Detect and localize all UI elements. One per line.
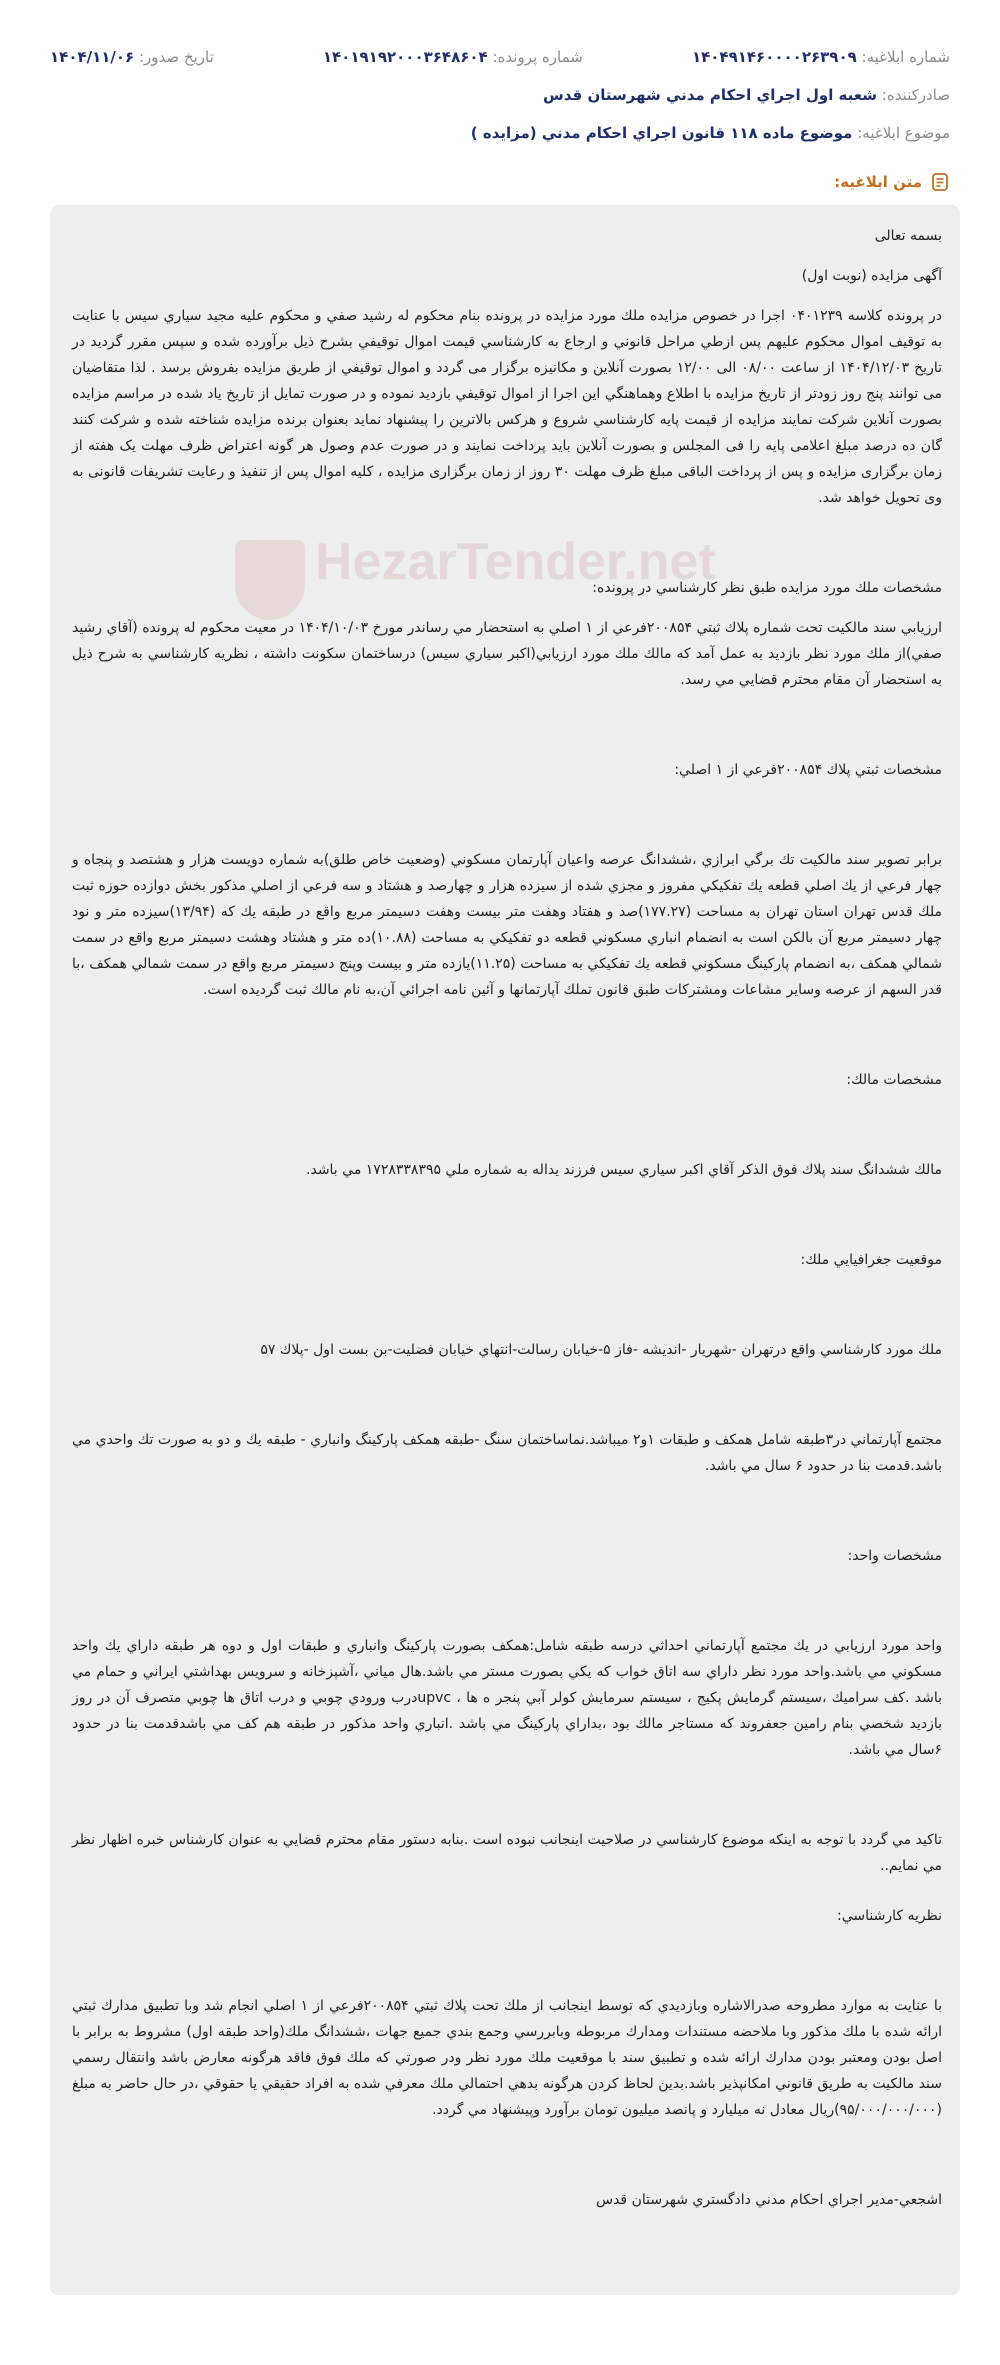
issuer-row — [543, 86, 950, 104]
issue-date-label: تاریخ صدور: — [139, 48, 214, 66]
notice-number-label: شماره ابلاغیه: — [861, 48, 950, 66]
case-number-value: ۱۴۰۱۹۱۹۲۰۰۰۳۶۴۸۶۰۴ — [322, 48, 488, 66]
paragraph-basmala: بسمه تعالی — [874, 228, 942, 244]
paragraph-opinion-heading: نظريه كارشناسي: — [837, 1908, 942, 1924]
notice-number — [692, 48, 950, 66]
document-icon — [930, 172, 950, 192]
notice-text-box — [50, 205, 960, 2295]
paragraph-appraisal: ارزيابي سند مالكيت تحت شماره پلاك ثبتي ۲۰۰۸۵۴فرعي از ۱ اصلي به استحضار مي رساندر مورخ ۱۴۰۴/۱۰/۰۳ در معيت محكوم له پرونده (آقاي رشيد صفي)از ملك مورد نظر بازديد به عمل آمد كه مالك ملك مورد ارزيابي(اكبر سياري سيس) درساختمان سكونت داشته ، نظريه كارشناسي به شرح ذيل به استحضار آن مقام محترم قضايي مي رسد. — [71, 620, 942, 688]
paragraph-opinion: با عنايت به موارد مطروحه صدرالاشاره وبازديدي كه توسط اينجانب از ملك تحت پلاك ثبتي ۲۰۰۸۵۴فرعي از ۱ اصلي انجام شد وبا تطبيق مدارك ثبتي ارائه شده با ملك مذكور وبا ملاحضه مستندات ومدارك مربوطه وبابررسي وجمع بندي جميع جهات ،ششدانگ ملك(واحد طبقه اول) مشروط به برابر با اصل بودن ومعتبر بودن مدارك ارائه شده و تطبيق سند با موقعيت ملك مورد نظر ودر صورتي كه ملك فوق فاقد هرگونه معارض باشد وانتقال رسمي سند مالكيت به طريق قانوني امكانپذير باشد.بدين لحاظ كردن هرگونه بدهي احتمالي ملك معرفي شده به افراد حقيقي يا حقوقي ،در حال حاضر به مبلغ (۹۵/۰۰۰/۰۰۰/۰۰۰)ريال معادل نه ميليارد و پانصد ميليون تومان برآورد وپيشنهاد مي گردد. — [72, 1998, 942, 2118]
subject-label: موضوع ابلاغیه: — [857, 124, 950, 142]
notice-text-heading — [834, 172, 950, 192]
notice-number-value: ۱۴۰۴۹۱۴۶۰۰۰۰۲۶۳۹۰۹ — [691, 48, 857, 66]
paragraph-unit: واحد مورد ارزيابي در يك مجتمع آپارتماني احداثي درسه طبقه شامل:همكف بصورت پاركينگ وانباري و طبقات اول و دوه هر طبقه داراي يك واحد مسكوني مي باشد.واحد مورد نظر داراي سه اتاق خواب كه يكي بصورت مستر مي باشد.هال مياني ،آشپزخانه و سرويس بهداشتي ايراني و حمام مي باشد .كف سراميك ،سيستم گرمايش پكيج ، سيستم سرمايش كولر آبي پنجر ه ها ، upvcدرب ورودي چوبي و درب اتاق ها چوبي متصرف آن در روز بازديد شخصي بنام رامين جعفروند كه مستاجر مالك بود ،بداراي پاركينگ مي باشد .انباري واحد مذكور در طبقه هم كف مي باشدقدمت بنا در حدود ۶سال مي باشد. — [72, 1638, 942, 1758]
paragraph-unit-heading: مشخصات واحد: — [847, 1548, 942, 1564]
case-number-label: شماره پرونده: — [492, 48, 583, 66]
paragraph-location: ملك مورد كارشناسي واقع درتهران -شهريار -انديشه -فاز ۵-خيابان رسالت-انتهاي خيابان فضليت-بن بست اول -پلاك ۵۷ — [260, 1342, 942, 1358]
paragraph-location-heading: موقعيت جغرافيايي ملك: — [800, 1252, 942, 1268]
issuer-value: شعبه اول اجراي احكام مدني شهرستان قدس — [543, 86, 877, 104]
paragraph-registry-heading: مشخصات ثبتي پلاك ۲۰۰۸۵۴فرعي از ۱ اصلي: — [674, 762, 942, 778]
paragraph-ad-title: آگهی مزایده (نوبت اول) — [801, 268, 942, 284]
subject-row — [471, 124, 950, 142]
paragraph-signature: اشجعي-مدير اجراي احكام مدني دادگستري شهرستان قدس — [595, 2192, 942, 2208]
subject-value: موضوع ماده ۱۱۸ قانون اجراي احكام مدني (مزايده ) — [470, 124, 853, 142]
paragraph-registry: برابر تصوير سند مالكيت تك برگي ابرازي ،ششدانگ عرصه واعيان آپارتمان مسكوني (وضعيت خاص طلق)به شماره دويست هزار و هشتصد و پنجاه و چهار فرعي از يك اصلي قطعه يك تفكيكي مفروز و مجزي شده از سيزده هزار و چهارصد و هشتاد و سه فرعي از اصلي مذكور بخش دوازده حوزه ثبت ملك قدس تهران استان تهران به مساحت (۱۷۷.۲۷)صد و هفتاد وهفت متر بيست وهفت دسيمتر مربع واقع در طبقه يك كه (۱۳/۹۴)سيزده متر و نود چهار دسيمتر مربع آن بالكن است به انضمام انباري مسكوني قطعه دو تفكيكي به مساحت (۱۰.۸۸)ده متر و هشتاد وهشت دسيمتر مربع واقع در سمت شمالي همكف ،به انضمام پاركينگ مسكوني قطعه يك تفكيكي به مساحت (۱۱.۲۵)يازده متر و بيست وپنج دسيمتر مربع واقع در سمت شمالي همكف ،با قدر السهم از عرصه وساير مشاعات ومشتركات طبق قانون تملك آپارتمانها و آئين نامه اجرائي آن،به نام مالك ثبت گرديده است. — [72, 852, 942, 998]
paragraph-property-heading: مشخصات ملك مورد مزايده طبق نظر كارشناسي در پرونده: — [592, 580, 942, 596]
issue-date — [50, 48, 214, 66]
paragraph-disclaimer: تاكيد مي گردد با توجه به اينكه موضوع كارشناسي در صلاحيت اينجانب نبوده است .بنابه دستور مقام محترم قضايي به عنوان كارشناس خبره اظهار نظر مي نمايم.. — [72, 1832, 942, 1874]
notice-text-heading-label: متن ابلاغیه: — [834, 173, 922, 191]
paragraph-intro: در پرونده كلاسه ۰۴۰۱۲۳۹ اجرا در خصوص مزايده ملك مورد مزايده در پرونده بنام محكوم له رشيد صفي و محكوم عليه مجيد سياري سيس با عنايت به توقيف اموال محكوم عليهم پس ازطي مراحل قانوني و ارجاع به كارشناسي قيمت اموال توقيفي بشرح ذيل برآورده شده و سپس مقرر گرديد در تاريخ ۱۴۰۴/۱۲/۰۳ از ساعت ۰۸/۰۰ الی ۱۲/۰۰ بصورت آنلاين و مكانيزه برگزار می گردد و اموال توقيفي از طريق مزايده بفروش برسد . لذا متقاضيان می توانند پنج روز زودتر از تاريخ مزايده با اطلاع وهماهنگي اين اجرا از اموال توقيفي بازديد نموده و در صورت تمايل از تاريخ ياد شده در مراسم مزايده بصورت آنلاين شركت نمايند مزايده از قيمت پايه كارشناسي شروع و هركس بالاترين را پيشنهاد نمايد بعنوان برنده مزايده شناخته شده و شركت كنند گان ده درصد مبلغ اعلامی پايه را فی المجلس و بصورت آنلاين بايد پرداخت نمايند و در صورت عدم وصول هر گونه اعتراض ظرف مهلت يک هفته از زمان برگزاری مزايده و پس از پرداخت الباقی مبلغ ظرف مهلت ۳۰ روز از زمان برگزاری مزايده ، كليه اموال پس از تنفيذ و رعايت تشريفات قانونی به وی تحويل خواهد شد. — [72, 308, 943, 506]
header-meta-row — [0, 48, 1000, 66]
paragraph-owner: مالك ششدانگ سند پلاك فوق الذكر آقاي اكبر سياري سيس فرزند يداله به شماره ملي ۱۷۲۸۳۳۸۳۹۵ مي باشد. — [306, 1162, 942, 1178]
case-number — [323, 48, 583, 66]
paragraph-building: مجتمع آپارتماني در۳طبقه شامل همكف و طبقات ۱و۲ ميباشد.نماساختمان سنگ -طبقه همكف پاركينگ وانباري - طبقه يك و دو به صورت تك واحدي مي باشد.قدمت بنا در حدود ۶ سال مي باشد. — [72, 1432, 942, 1474]
watermark-text: HezarTender.net — [315, 533, 716, 591]
issue-date-value: ۱۴۰۴/۱۱/۰۶ — [50, 48, 135, 66]
issuer-label: صادرکننده: — [881, 86, 950, 104]
paragraph-owner-heading: مشخصات مالك: — [846, 1072, 942, 1088]
